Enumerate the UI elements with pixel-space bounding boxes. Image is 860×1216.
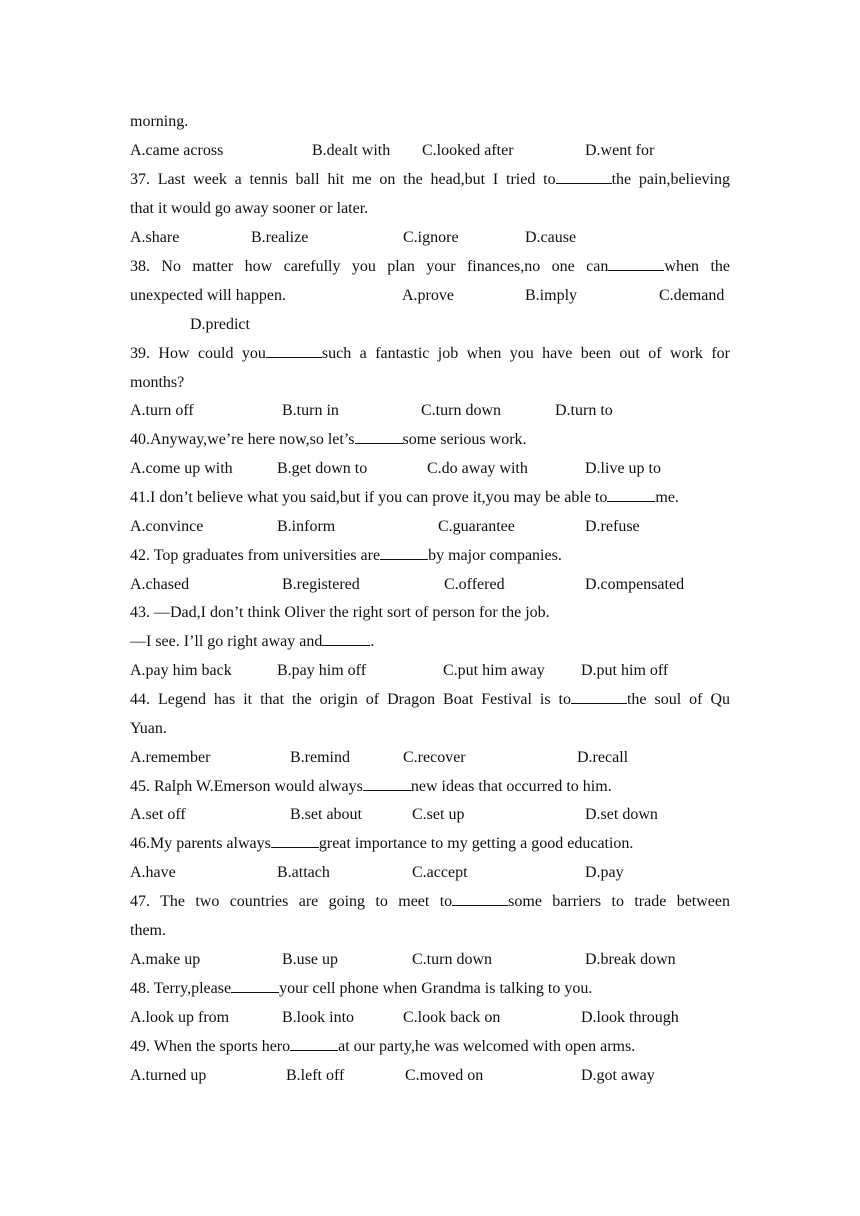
q43-options — [130, 656, 730, 685]
option-c: C.do away with — [427, 460, 528, 477]
q43-stem: 43. —Dad,I don’t think Oliver the right sort of person for the job. — [130, 604, 550, 621]
q37-stem: 37. Last week a tennis ball hit me on the head,but I tried to the pain,believing — [130, 165, 730, 194]
q41-stem: 41.I don’t believe what you said,but if you can prove it,you may be able to me. — [130, 483, 730, 512]
q37-stem-cont: that it would go away sooner or later. — [130, 200, 369, 217]
q42-options — [130, 570, 730, 599]
q38-stem-cont: unexpected will happen. A.prove B.imply C.demand — [130, 281, 730, 310]
q40-options — [130, 454, 730, 483]
option-d: D.predict — [190, 316, 250, 333]
option-a: A.chased — [130, 576, 190, 593]
option-a: A.turned up — [130, 1067, 207, 1084]
q45-options — [130, 800, 730, 829]
option-a: A.come up with — [130, 460, 233, 477]
option-b: B.registered — [282, 576, 360, 593]
option-a: A.have — [130, 864, 176, 881]
answer-blank — [556, 166, 612, 184]
option-b: B.pay him off — [277, 662, 367, 679]
option-c: C.recover — [403, 749, 466, 766]
q41-options — [130, 512, 730, 541]
q49-options — [130, 1061, 730, 1090]
option-a: A.turn off — [130, 402, 194, 419]
answer-blank — [271, 830, 319, 848]
option-b: B.inform — [277, 518, 336, 535]
option-a: A.set off — [130, 806, 186, 823]
q44-stem-cont: Yuan. — [130, 720, 167, 737]
option-a: A.prove — [402, 287, 454, 304]
option-c: C.look back on — [403, 1009, 501, 1026]
option-a: A.convince — [130, 518, 204, 535]
q38-options-cont — [130, 310, 730, 339]
option-a: A.came across — [130, 142, 224, 159]
option-a: A.look up from — [130, 1009, 230, 1026]
option-c: C.moved on — [405, 1067, 484, 1084]
option-a: A.share — [130, 229, 180, 246]
q44-options — [130, 743, 730, 772]
q42-stem: 42. Top graduates from universities are by major companies. — [130, 541, 730, 570]
answer-blank — [380, 542, 428, 560]
q39-options — [130, 396, 730, 425]
option-d: D.went for — [585, 142, 655, 159]
option-d: D.live up to — [585, 460, 661, 477]
option-c: C.demand — [659, 287, 725, 304]
option-c: C.looked after — [422, 142, 514, 159]
answer-blank — [363, 773, 411, 791]
option-b: B.get down to — [277, 460, 368, 477]
option-c: C.put him away — [443, 662, 545, 679]
answer-blank — [608, 253, 664, 271]
option-b: B.attach — [277, 864, 330, 881]
q48-options — [130, 1003, 730, 1032]
answer-blank — [266, 340, 322, 358]
answer-blank — [290, 1033, 338, 1051]
option-c: C.set up — [412, 806, 465, 823]
q46-stem: 46.My parents always great importance to my getting a good education. — [130, 829, 730, 858]
q43-stem-cont: —I see. I’ll go right away and . — [130, 627, 730, 656]
answer-blank — [452, 888, 508, 906]
option-b: B.look into — [282, 1009, 355, 1026]
answer-blank — [231, 975, 279, 993]
answer-blank — [355, 426, 403, 444]
option-d: D.pay — [585, 864, 624, 881]
q47-options — [130, 945, 730, 974]
answer-blank — [322, 628, 370, 646]
option-d: D.refuse — [585, 518, 640, 535]
option-c: C.offered — [444, 576, 505, 593]
option-c: C.guarantee — [438, 518, 515, 535]
option-b: B.set about — [290, 806, 362, 823]
q39-stem: 39. How could you such a fantastic job when you have been out of work for — [130, 339, 730, 368]
option-b: B.remind — [290, 749, 350, 766]
option-b: B.turn in — [282, 402, 339, 419]
option-a: A.make up — [130, 951, 201, 968]
option-d: D.break down — [585, 951, 676, 968]
q45-stem: 45. Ralph W.Emerson would always new ideas that occurred to him. — [130, 772, 730, 801]
q47-stem-cont: them. — [130, 922, 166, 939]
option-d: D.turn to — [555, 402, 613, 419]
q40-stem: 40.Anyway,we’re here now,so let’s some serious work. — [130, 425, 730, 454]
option-b: B.imply — [525, 287, 578, 304]
option-c: C.ignore — [403, 229, 459, 246]
q35-continuation: morning. — [130, 113, 189, 130]
q49-stem: 49. When the sports hero at our party,he was welcomed with open arms. — [130, 1032, 730, 1061]
option-d: D.got away — [581, 1067, 655, 1084]
option-b: B.dealt with — [312, 142, 391, 159]
option-b: B.left off — [286, 1067, 345, 1084]
q36-options — [130, 136, 730, 165]
q46-options — [130, 858, 730, 887]
option-d: D.put him off — [581, 662, 669, 679]
option-c: C.turn down — [421, 402, 501, 419]
option-d: D.set down — [585, 806, 658, 823]
option-a: A.remember — [130, 749, 211, 766]
q37-options — [130, 223, 730, 252]
option-d: D.compensated — [585, 576, 685, 593]
q47-stem: 47. The two countries are going to meet to some barriers to trade between — [130, 887, 730, 916]
option-b: B.use up — [282, 951, 338, 968]
option-a: A.pay him back — [130, 662, 232, 679]
answer-blank — [607, 484, 655, 502]
option-c: C.accept — [412, 864, 468, 881]
option-d: D.recall — [577, 749, 629, 766]
q44-stem: 44. Legend has it that the origin of Dragon Boat Festival is to the soul of Qu — [130, 685, 730, 714]
q39-stem-cont: months? — [130, 374, 185, 391]
option-d: D.look through — [581, 1009, 679, 1026]
option-d: D.cause — [525, 229, 577, 246]
option-c: C.turn down — [412, 951, 492, 968]
option-b: B.realize — [251, 229, 309, 246]
q48-stem: 48. Terry,please your cell phone when Grandma is talking to you. — [130, 974, 730, 1003]
answer-blank — [571, 686, 627, 704]
q38-stem: 38. No matter how carefully you plan your finances,no one can when the — [130, 252, 730, 281]
